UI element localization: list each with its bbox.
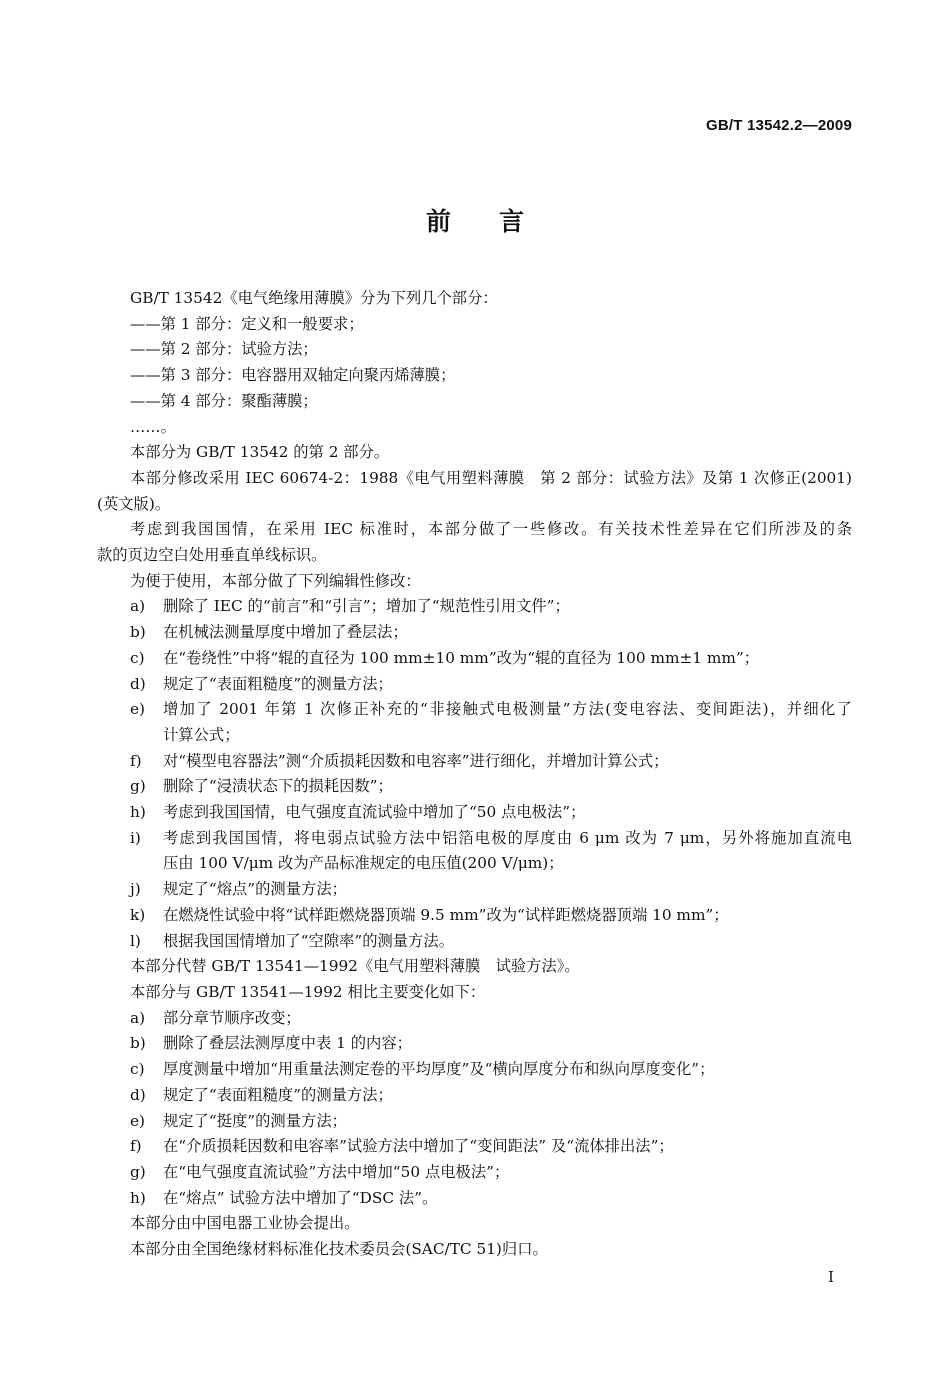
list-item-text: 在燃烧性试验中将“试样距燃烧器顶端 9.5 mm”改为“试样距燃烧器顶端 10 mm”； [163, 905, 729, 924]
foreword-body [97, 286, 852, 1263]
list-item-text: 根据我国国情增加了“空隙率”的测量方法。 [163, 931, 454, 950]
managed-by: 本部分由全国绝缘材料标准化技术委员会(SAC/TC 51)归口。 [130, 1240, 548, 1259]
list-item-label: a) [130, 1008, 146, 1027]
list-item [97, 826, 852, 877]
list-item-label: f) [130, 1137, 142, 1156]
part-item: ——第 3 部分：电容器用双轴定向聚丙烯薄膜； [130, 366, 456, 385]
list-item-text-cont: 计算公式； [163, 725, 240, 744]
list-item [97, 620, 852, 646]
list-item-text: 厚度测量中增加“用重量法测定卷的平均厚度”及“横向厚度分布和纵向厚度变化”； [163, 1060, 715, 1079]
list-item-label: l) [130, 931, 141, 950]
list-item-text: 在机械法测量厚度中增加了叠层法； [163, 623, 408, 642]
list-item [97, 1057, 852, 1083]
list-item [97, 774, 852, 800]
list-item-label: e) [130, 700, 146, 719]
part-item: ——第 1 部分：定义和一般要求； [130, 314, 364, 333]
list-item-text: 删除了叠层法测厚度中表 1 的内容； [163, 1034, 412, 1053]
list-item-text: 在“电气强度直流试验”方法中增加“50 点电极法”； [163, 1162, 510, 1181]
list-item [97, 1109, 852, 1135]
part-item: ——第 2 部分：试验方法； [130, 340, 318, 359]
part-item: ……。 [130, 417, 176, 436]
consideration-statement-cont: 款的页边空白处用垂直单线标识。 [97, 546, 327, 565]
list-item-text: 部分章节顺序改变； [163, 1008, 301, 1027]
list-item [97, 929, 852, 955]
list-item-text: 删除了 IEC 的“前言”和“引言”；增加了“规范性引用文件”； [163, 597, 570, 616]
editorial-list [97, 594, 852, 954]
list-item-label: d) [130, 1085, 146, 1104]
list-item [97, 646, 852, 672]
list-item-label: g) [130, 777, 146, 796]
list-item-text: 删除了“浸渍状态下的损耗因数”； [163, 777, 393, 796]
list-item-label: d) [130, 674, 146, 693]
list-item-text: 增加了 2001 年第 1 次修正补充的“非接触式电极测量”方法(变电容法、变间距法)，并细化了 [163, 700, 852, 719]
list-item-label: a) [130, 597, 146, 616]
adoption-statement-cont: (英文版)。 [97, 494, 171, 513]
list-item [97, 1134, 852, 1160]
list-item-label: h) [130, 803, 146, 822]
this-part-statement: 本部分为 GB/T 13542 的第 2 部分。 [130, 443, 390, 462]
changes-list [97, 1006, 852, 1212]
proposed-by: 本部分由中国电器工业协会提出。 [130, 1214, 360, 1233]
list-item-text: 在“熔点” 试验方法中增加了“DSC 法”。 [163, 1188, 438, 1207]
replaces-statement: 本部分代替 GB/T 13541—1992《电气用塑料薄膜 试验方法》。 [130, 957, 580, 976]
list-item-text: 规定了“表面粗糙度”的测量方法； [163, 674, 393, 693]
list-item [97, 1186, 852, 1212]
list-item [97, 1006, 852, 1032]
list-item [97, 1083, 852, 1109]
consideration-statement: 考虑到我国国情，在采用 IEC 标准时，本部分做了一些修改。有关技术性差异在它们所涉及的条 [130, 520, 852, 539]
list-item [97, 672, 852, 698]
list-item [97, 800, 852, 826]
list-item [97, 697, 852, 748]
list-item-label: i) [130, 828, 141, 847]
list-item-label: h) [130, 1188, 146, 1207]
list-item-text: 规定了“熔点”的测量方法； [163, 880, 347, 899]
list-item-label: e) [130, 1111, 146, 1130]
editorial-intro: 为便于使用，本部分做了下列编辑性修改： [130, 571, 421, 590]
list-item-text: 考虑到我国国情，电气强度直流试验中增加了“50 点电极法”； [163, 803, 586, 822]
list-item-text: 在“介质损耗因数和电容率”试验方法中增加了“变间距法” 及“流体排出法”； [163, 1137, 674, 1156]
list-item-label: b) [130, 1034, 146, 1053]
list-item-label: k) [130, 905, 146, 924]
list-item-text-cont: 压由 100 V/μm 改为产品标准规定的电压值(200 V/μm)； [163, 854, 564, 873]
list-item [97, 903, 852, 929]
list-item-label: c) [130, 1060, 145, 1079]
intro-line: GB/T 13542《电气绝缘用薄膜》分为下列几个部分： [130, 289, 498, 307]
page-number: I [828, 1268, 834, 1286]
list-item-label: g) [130, 1162, 146, 1181]
list-item-label: f) [130, 751, 142, 770]
list-item-label: b) [130, 623, 146, 642]
list-item [97, 1160, 852, 1186]
list-item-text: 对“模型电容器法”测“介质损耗因数和电容率”进行细化，并增加计算公式； [163, 751, 669, 770]
adoption-statement: 本部分修改采用 IEC 60674-2：1988《电气用塑料薄膜 第 2 部分：试验方法》及第 1 次修正(2001) [130, 468, 852, 487]
list-item-label: j) [130, 880, 141, 899]
list-item-text: 考虑到我国国情，将电弱点试验方法中铝箔电极的厚度由 6 μm 改为 7 μm，另外将施加直流电 [163, 828, 852, 847]
list-item-text: 在“卷绕性”中将“辊的直径为 100 mm±10 mm”改为“辊的直径为 100 mm±1 mm”； [163, 648, 760, 667]
changes-intro: 本部分与 GB/T 13541—1992 相比主要变化如下： [130, 982, 486, 1001]
part-item: ——第 4 部分：聚酯薄膜； [130, 391, 318, 410]
list-item-text: 规定了“挺度”的测量方法； [163, 1111, 347, 1130]
list-item [97, 594, 852, 620]
list-item [97, 749, 852, 775]
list-item [97, 1031, 852, 1057]
list-item [97, 877, 852, 903]
standard-number: GB/T 13542.2—2009 [706, 117, 852, 134]
list-item-label: c) [130, 648, 145, 667]
page-title: 前言 [425, 207, 572, 236]
list-item-text: 规定了“表面粗糙度”的测量方法； [163, 1085, 393, 1104]
